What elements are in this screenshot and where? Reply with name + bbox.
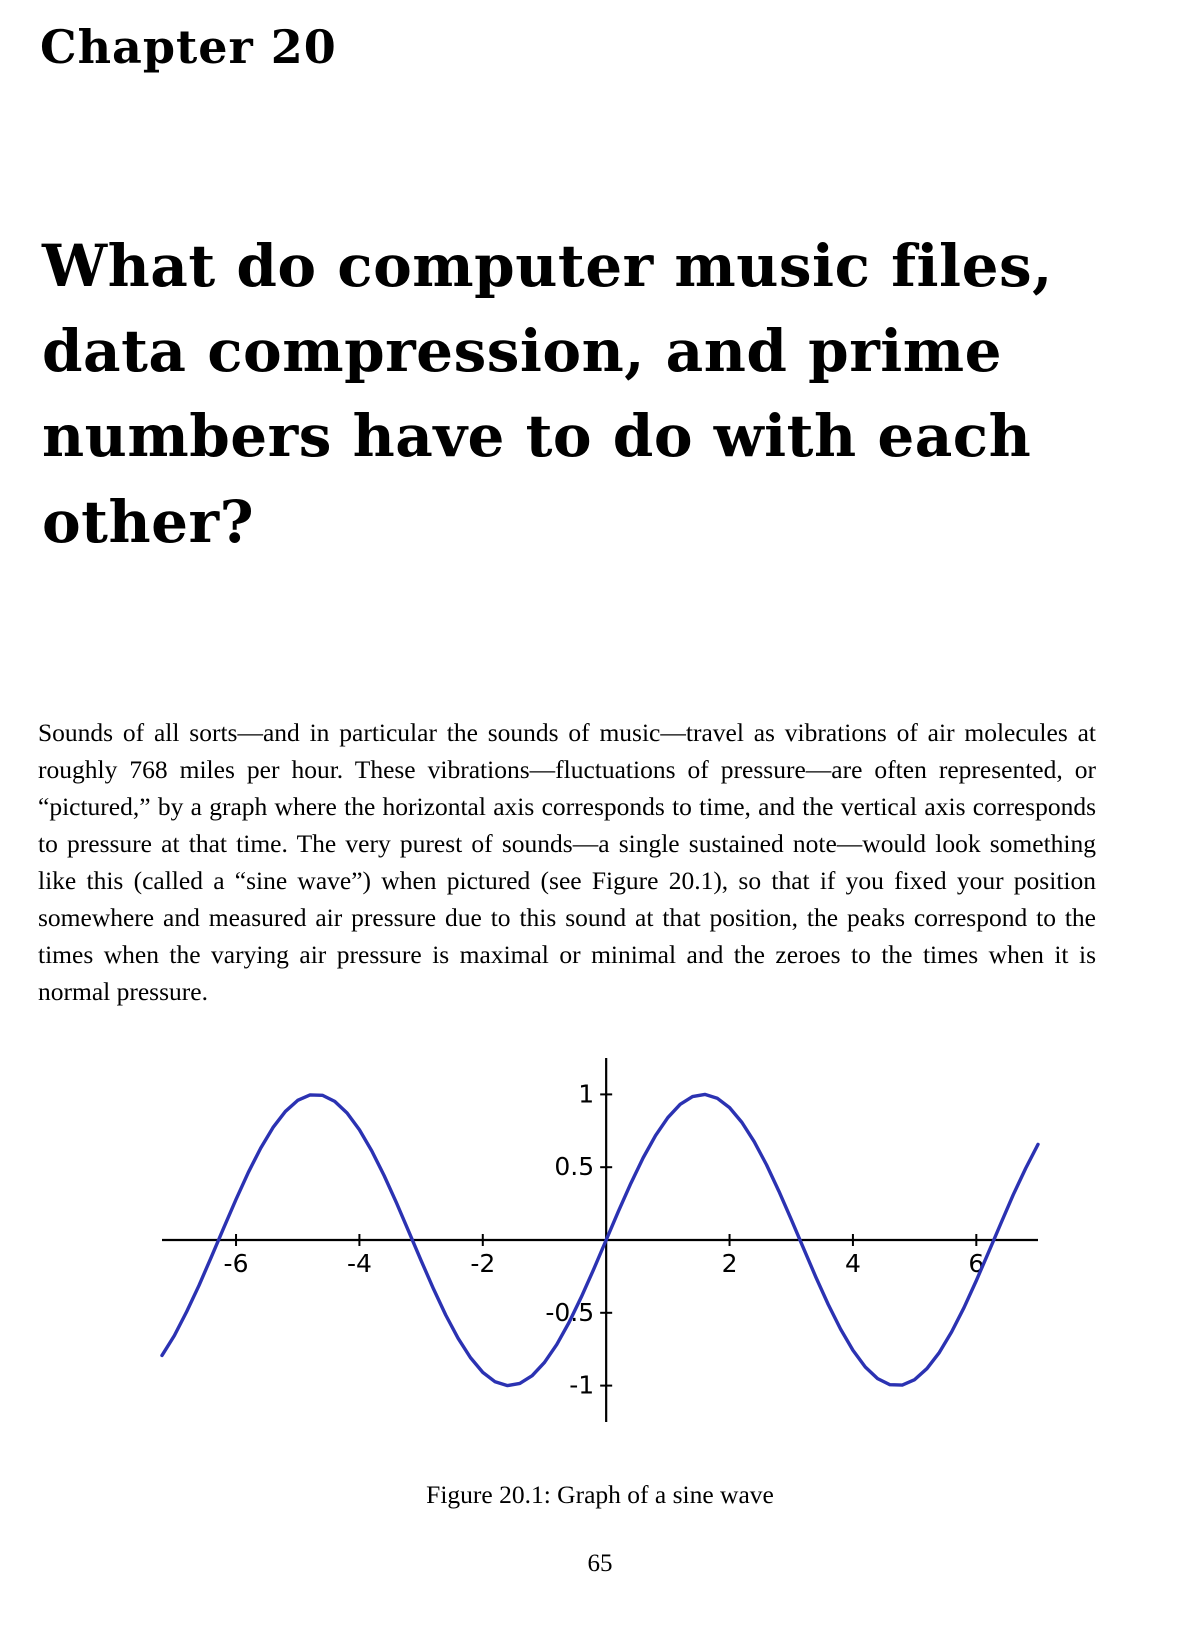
y-tick-label: 0.5 (554, 1152, 595, 1182)
figure-sine-wave (150, 1040, 1050, 1440)
y-tick-label: -0.5 (545, 1297, 595, 1327)
x-tick-label: 6 (968, 1249, 985, 1278)
page-title: What do computer music files, data compression, and prime numbers have to do with each other? (42, 231, 1053, 556)
x-tick-label: -4 (346, 1249, 372, 1278)
figure-caption: Figure 20.1: Graph of a sine wave (426, 1480, 774, 1509)
chapter-label: Chapter 20 (40, 20, 337, 74)
x-tick-label: -6 (223, 1249, 249, 1278)
x-tick-label: 2 (721, 1249, 738, 1278)
page-number: 65 (587, 1550, 613, 1577)
y-tick-label: 1 (578, 1079, 595, 1109)
x-tick-label: -2 (470, 1249, 496, 1278)
x-tick-label: 4 (844, 1249, 861, 1278)
sine-wave-chart (150, 1040, 1050, 1440)
y-tick-label: -1 (569, 1370, 595, 1400)
body-paragraph: Sounds of all sorts—and in particular the sounds of music—travel as vibrations of air molecules at roughly 768 miles per hour. These vibrations—fluctuations of pressure—are often represented, or “pictured,” by a graph where the horizontal axis corresponds to time, and the vertical axis corresponds to pressure at that time. The very purest of sounds—a single sustained note—would look something like this (called a “sine wave”) when pictured (see Figure 20.1), so that if you fixed your position somewhere and measured air pressure due to this sound at that position, the peaks correspond to the times when the varying air pressure is maximal or minimal and the zeroes to the times when it is normal pressure. (38, 717, 1096, 1007)
